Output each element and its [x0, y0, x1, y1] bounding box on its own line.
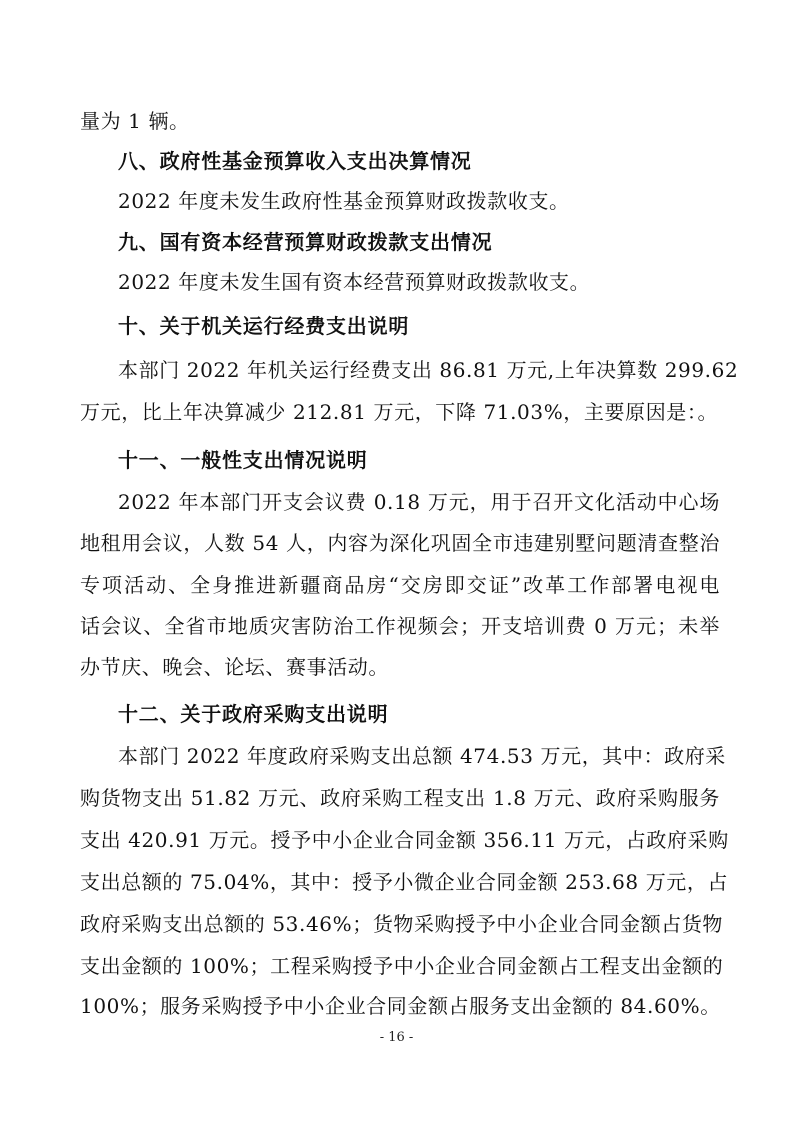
paragraph-line: 购货物支出 51.82 万元、政府采购工程支出 1.8 万元、政府采购服务 — [80, 786, 720, 810]
paragraph-line: 2022 年本部门开支会议费 0.18 万元，用于召开文化活动中心场 — [118, 490, 720, 514]
paragraph-line: 本部门 2022 年机关运行经费支出 86.81 万元,上年决算数 299.62 — [118, 358, 739, 382]
paragraph-line: 本部门 2022 年度政府采购支出总额 474.53 万元，其中：政府采 — [118, 744, 726, 768]
paragraph-line: 支出金额的 100%；工程采购授予中小企业合同金额占工程支出金额的 — [80, 954, 724, 978]
paragraph-line: 政府采购支出总额的 53.46%；货物采购授予中小企业合同金额占货物 — [80, 912, 724, 936]
paragraph-line: 话会议、全省市地质灾害防治工作视频会；开支培训费 0 万元；未举 — [80, 614, 720, 638]
paragraph-line: 2022 年度未发生政府性基金预算财政拨款收支。 — [118, 189, 570, 213]
section-heading-10: 十、关于机关运行经费支出说明 — [118, 314, 410, 338]
paragraph-line: 量为 1 辆。 — [80, 109, 190, 133]
paragraph-line: 专项活动、全身推进新疆商品房“交房即交证”改革工作部署电视电 — [80, 573, 720, 597]
paragraph-line: 万元，比上年决算减少 212.81 万元，下降 71.03%，主要原因是：。 — [80, 400, 719, 424]
section-heading-8: 八、政府性基金预算收入支出决算情况 — [118, 149, 472, 173]
section-heading-12: 十二、关于政府采购支出说明 — [118, 702, 389, 726]
paragraph-line: 2022 年度未发生国有资本经营预算财政拨款收支。 — [118, 270, 591, 294]
paragraph-line: 100%；服务采购授予中小企业合同金额占服务支出金额的 84.60%。 — [80, 994, 721, 1018]
section-heading-9: 九、国有资本经营预算财政拨款支出情况 — [118, 230, 493, 254]
paragraph-line: 支出 420.91 万元。授予中小企业合同金额 356.11 万元，占政府采购 — [80, 828, 729, 852]
paragraph-line: 支出总额的 75.04%，其中：授予小微企业合同金额 253.68 万元，占 — [80, 870, 729, 894]
paragraph-line: 办节庆、晚会、论坛、赛事活动。 — [80, 655, 389, 679]
section-heading-11: 十一、一般性支出情况说明 — [118, 448, 368, 472]
paragraph-line: 地租用会议，人数 54 人，内容为深化巩固全市违建别墅问题清查整治 — [80, 531, 720, 555]
page-number: - 16 - — [379, 1030, 414, 1045]
